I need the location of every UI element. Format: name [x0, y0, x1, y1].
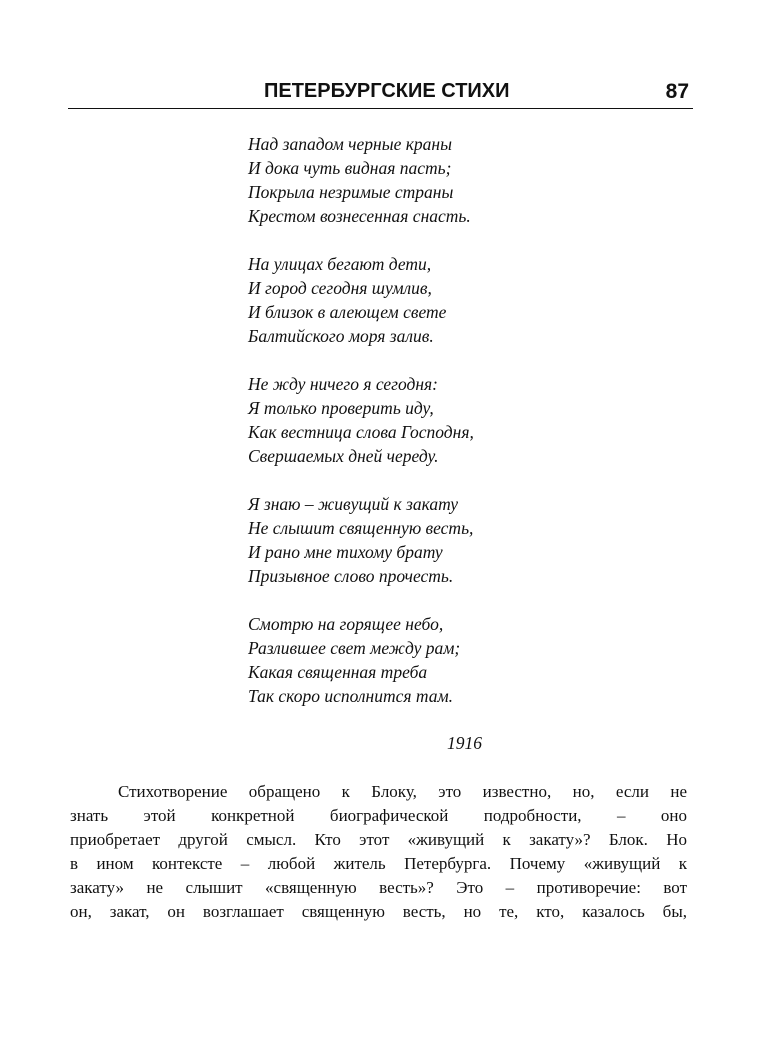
commentary-line: закату» не слышит «священную весть»? Это – противоречие: вот — [70, 878, 687, 897]
poem-line: Балтийского моря залив. — [248, 326, 434, 346]
poem-line: И дока чуть видная пасть; — [248, 158, 452, 178]
poem-line: Над западом черные краны — [248, 134, 452, 154]
poem-line: Я знаю – живущий к закату — [248, 494, 459, 514]
commentary-line: в ином контексте – любой житель Петербурга. Почему «живущий к — [70, 854, 687, 873]
poem-line: Не слышит священную весть, — [248, 518, 474, 538]
poem-line: Какая священная треба — [248, 662, 428, 682]
poem-line: Я только проверить иду, — [248, 398, 434, 418]
commentary-line: Стихотворение обращено к Блоку, это известно, но, если не — [118, 782, 687, 801]
poem-line: Так скоро исполнится там. — [248, 686, 454, 706]
poem-line: Смотрю на горящее небо, — [248, 614, 444, 634]
poem-stanza — [248, 612, 668, 708]
running-title: ПЕТЕРБУРГСКИЕ СТИХИ — [264, 80, 510, 102]
poem-line: Призывное слово прочесть. — [248, 566, 454, 586]
poem-stanza — [248, 132, 668, 228]
poem-line: На улицах бегают дети, — [248, 254, 432, 274]
poem-line: Не жду ничего я сегодня: — [248, 374, 438, 394]
commentary-line: приобретает другой смысл. Кто этот «живущий к закату»? Блок. Но — [70, 830, 687, 849]
poem — [248, 132, 668, 732]
poem-line: И рано мне тихому брату — [248, 542, 443, 562]
poem-stanza — [248, 492, 668, 588]
poem-date: 1916 — [447, 733, 482, 753]
poem-line: Свершаемых дней череду. — [248, 446, 439, 466]
poem-line: И близок в алеющем свете — [248, 302, 447, 322]
commentary-paragraph — [70, 780, 687, 924]
poem-line: Крестом вознесенная снасть. — [248, 206, 471, 226]
poem-stanza — [248, 372, 668, 468]
page-number: 87 — [665, 80, 689, 103]
running-head — [68, 78, 693, 109]
commentary-line: знать этой конкретной биографической подробности, – оно — [70, 806, 687, 825]
commentary-line: он, закат, он возглашает священную весть, но те, кто, казалось бы, — [70, 902, 687, 921]
poem-line: Разлившее свет между рам; — [248, 638, 461, 658]
poem-line: Как вестница слова Господня, — [248, 422, 474, 442]
poem-line: Покрыла незримые страны — [248, 182, 454, 202]
poem-stanza — [248, 252, 668, 348]
poem-line: И город сегодня шумлив, — [248, 278, 432, 298]
